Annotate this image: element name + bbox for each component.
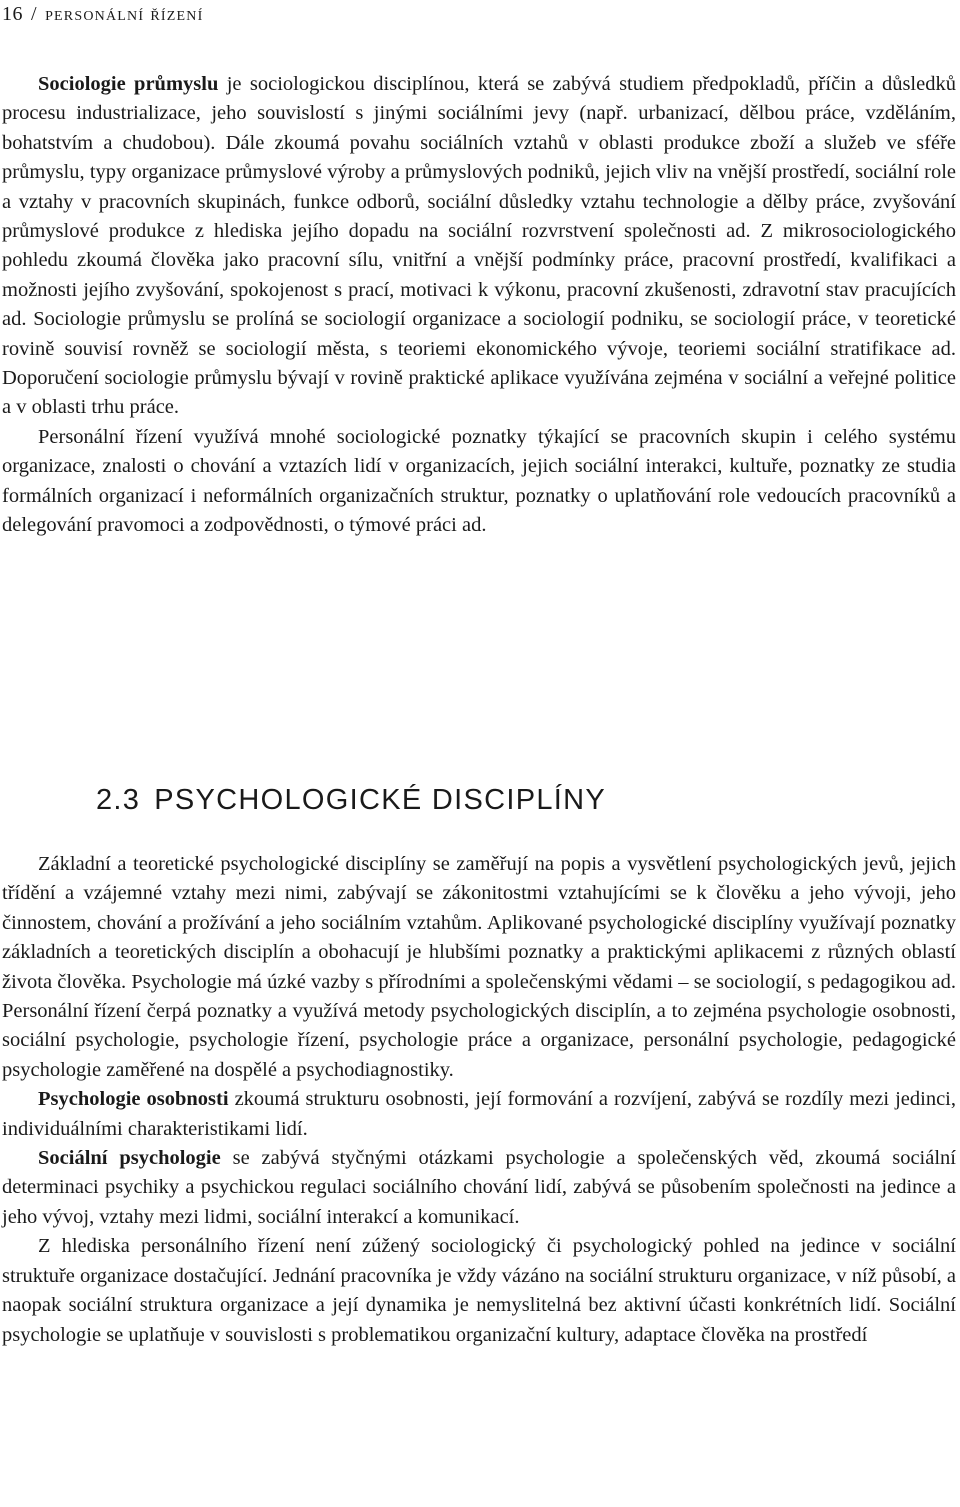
paragraph-personnel-management-sociology: Personální řízení využívá mnohé sociologické poznatky týkající se pracovních skupin i celého systému organizace, znalosti o chování a vztazích lidí v organizacích, jejich sociální interakci, kultuře, poznatky ze studia formálních organizací i neformálních organizačních struktur, poznatky o uplatňování role vedoucích pracovníků a delegování pravomoci a zodpovědnosti, o týmové práci ad. (2, 425, 956, 537)
paragraph-industrial-sociology (2, 70, 956, 423)
paragraph-social-psychology (2, 1144, 956, 1232)
term-social-psychology: Sociální psychologie (38, 1147, 221, 1170)
section-heading (96, 782, 606, 818)
term-personality-psychology: Psychologie osobnosti (38, 1088, 229, 1111)
running-title: personální řízení (45, 3, 204, 25)
paragraph-text: zkoumá strukturu osobnosti, její formování a rozvíjení, zabývá se rozdíly mezi jedinci, individuálními charakteristikami lidí. (2, 1088, 956, 1140)
paragraph-personnel-perspective: Z hlediska personálního řízení není zúžený sociologický či psychologický pohled na jedince v sociální struktuře organizace dostačující. Jednání pracovníka je vždy vázáno na sociální strukturu organizace, v níž působí, a naopak sociální struktura organizace a její dynamika je nemyslitelná bez aktivní účasti konkrétních lidí. Sociální psychologie se uplatňuje v souvislosti s problematikou organizační kultury, adaptace člověka na prostředí (2, 1235, 956, 1346)
paragraph-psychology-intro: Základní a teoretické psychologické disciplíny se zaměřují na popis a vysvětlení psychologických jevů, jejich třídění a vzájemné vztahy mezi nimi, zabývají se zákonitostmi vztahujícími se k člověku a jeho vývoji, jeho činnostem, chování a prožívání a jeho sociálním vztahům. Aplikované psychologické disciplíny využívají poznatky základních a teoretických disciplín a obohacují je hlubšími poznatky a praktickými aplikacemi z různých oblastí života člověka. Psychologie má úzké vazby s přírodními a společenskými vědami – se sociologií, s pedagogikou ad. Personální řízení čerpá poznatky a využívá metody psychologických disciplín, a to zejména psychologie osobnosti, sociální psychologie, psychologie řízení, psychologie práce a organizace, personální psychologie, pedagogické psychologie zaměřené na dospělé a psychodiagnostiky. (2, 853, 956, 1081)
text-block-psychology (2, 850, 956, 1350)
header-separator: / (31, 3, 38, 25)
term-industrial-sociology: Sociologie průmyslu (38, 73, 219, 95)
text-block-sociology (2, 70, 956, 541)
paragraph-text: se zabývá styčnými otázkami psychologie a společenských věd, zkoumá sociální determinaci psychiky a psychickou regulaci sociálního chování lidí, zabývá se působením společnosti na jedince a jeho vývoj, vztahy mezi lidmi, sociální interakcí a komunikací. (2, 1147, 956, 1228)
section-number: 2.3 (96, 784, 141, 816)
page-number: 16 (2, 3, 23, 25)
section-title: PSYCHOLOGICKÉ DISCIPLÍNY (154, 784, 607, 816)
paragraph-personality-psychology (2, 1085, 956, 1144)
paragraph-text: je sociologickou disciplínou, která se zabývá studiem předpokladů, příčin a důsledků procesu industrializace, jeho souvislostí s jinými sociálními jevy (např. urbanizací, dělbou práce, vzděláním, bohatstvím a chudobou). Dále zkoumá povahu sociálních vztahů v oblasti produkce zboží a služeb ve sféře průmyslu, typy organizace průmyslové výroby a průmyslových podniků, jejich vliv na vnější prostředí, sociální role a vztahy v pracovních skupinách, funkce odborů, sociální důsledky vztahu technologie a dělby práce, zvyšování průmyslové produkce z hlediska jejího dopadu na sociální rozvrstvení společnosti ad. Z mikrosociologického pohledu zkoumá člověka jako pracovní sílu, vnitřní a vnější podmínky práce, pracovní prostředí, kvalifikaci a možnosti jejího zvyšování, spokojenost s prací, motivaci k výkonu, pracovní zkušenosti, zdravotní stav pracujících ad. Sociologie průmyslu se prolíná se sociologií organizace a sociologií podniku, se sociologií práce, v teoretické rovině souvisí rovněž se sociologií města, s teoriemi ekonomického vývoje, teoriemi sociální stratifikace ad. Doporučení sociologie průmyslu bývají v rovině praktické aplikace využívána zejména v sociální a veřejné politice a v oblasti trhu práce. (2, 73, 956, 419)
running-header (2, 2, 203, 26)
